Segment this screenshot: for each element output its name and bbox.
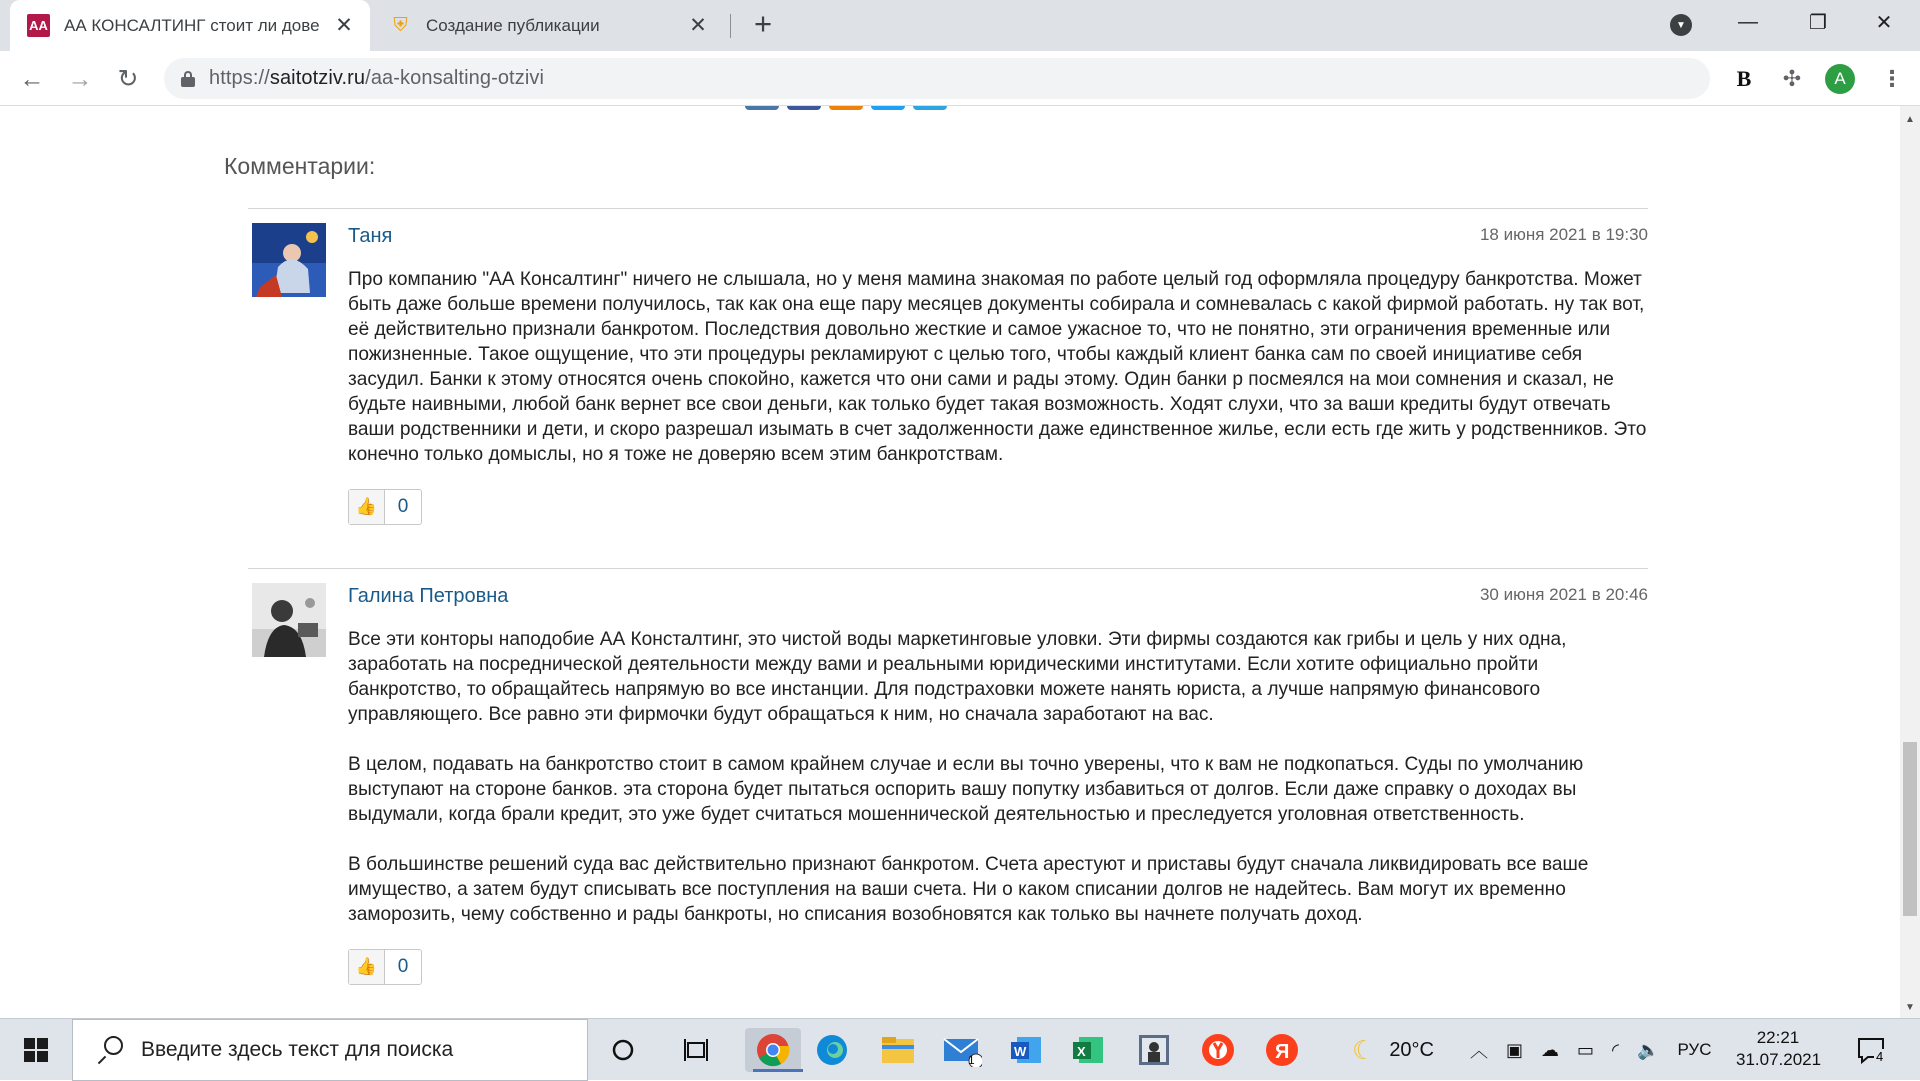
- svg-text:X: X: [1077, 1044, 1086, 1059]
- chevron-up-icon[interactable]: ︿: [1470, 1041, 1488, 1061]
- taskbar-search[interactable]: [72, 1019, 588, 1081]
- reload-button[interactable]: ↻: [117, 65, 139, 93]
- chrome-icon[interactable]: [745, 1028, 801, 1072]
- comment-body: [348, 267, 1648, 467]
- excel-icon[interactable]: [1066, 1028, 1110, 1072]
- comment-paragraph: В большинстве решений суда вас действительно признают банкротом. Счета арестуют и приставы будут сначала ликвидировать все ваше имущество, а затем будут списывать все поступления на ваши счета. Ни о каком списании долгов не надейтесь. Вам могут их временно заморозить, чему собственно и рады банкроты, но списания возобновятся как только вы начнете получать доход.: [348, 854, 1589, 925]
- clock-date: 31.07.2021: [1736, 1050, 1822, 1069]
- like-count: 0: [397, 956, 409, 977]
- word-icon[interactable]: [1004, 1028, 1048, 1072]
- page-scrollbar[interactable]: [1900, 106, 1920, 1018]
- moon-icon: ☾: [1352, 1034, 1376, 1065]
- svg-text:W: W: [1014, 1044, 1027, 1059]
- tab-aa-consulting[interactable]: [10, 0, 370, 51]
- tab-search-icon[interactable]: ▼: [1670, 14, 1692, 36]
- comment-date: 30 июня 2021 в 20:46: [1479, 585, 1648, 604]
- address-bar[interactable]: [164, 58, 1710, 99]
- extensions-icon[interactable]: ✣: [1782, 66, 1802, 91]
- mail-icon[interactable]: [940, 1028, 984, 1072]
- restore-button[interactable]: ❐: [1809, 11, 1827, 34]
- system-tray: [1470, 1019, 1711, 1081]
- comment-date: 18 июня 2021 в 19:30: [1479, 225, 1648, 244]
- share-button[interactable]: [745, 106, 779, 110]
- clock-time: 22:21: [1756, 1028, 1800, 1047]
- avatar: [252, 583, 326, 657]
- scroll-up-icon[interactable]: ▲: [1905, 113, 1915, 125]
- svg-text:Я: Я: [1275, 1041, 1290, 1063]
- notification-count: 4: [1876, 1049, 1884, 1064]
- page-viewport: [0, 106, 1900, 1018]
- thumbs-up-icon[interactable]: 👍: [349, 490, 385, 524]
- task-view-icon[interactable]: [674, 1028, 718, 1072]
- menu-icon[interactable]: ⋮: [1881, 66, 1903, 91]
- file-explorer-icon[interactable]: [876, 1028, 920, 1072]
- minimize-button[interactable]: —: [1738, 10, 1758, 33]
- yandex-browser-icon[interactable]: [1196, 1028, 1240, 1072]
- site-favicon: АА: [27, 14, 50, 37]
- scroll-down-icon[interactable]: ▼: [1905, 1001, 1915, 1013]
- comment: [248, 208, 1648, 568]
- like-count: 0: [397, 496, 409, 517]
- close-tab-icon[interactable]: ✕: [335, 14, 353, 37]
- tab-strip: [0, 0, 1920, 51]
- tab-create-publication[interactable]: [372, 0, 724, 51]
- comments-heading: Комментарии:: [224, 153, 376, 179]
- volume-icon[interactable]: 🔈: [1637, 1039, 1660, 1060]
- share-button[interactable]: [787, 106, 821, 110]
- mail-badge: 1: [968, 1053, 975, 1067]
- thumbs-up-icon[interactable]: 👍: [349, 950, 385, 984]
- tab-title: АА КОНСАЛТИНГ стоит ли дове: [64, 15, 320, 35]
- search-icon: [95, 1036, 123, 1064]
- edge-icon[interactable]: [810, 1028, 854, 1072]
- cortana-icon[interactable]: [601, 1028, 645, 1072]
- comment-paragraph: В целом, подавать на банкротство стоит в самом крайнем случае и если вы точно уверены, что к вам не подкопаться. Суды по умолчанию выступают на стороне банков. эта сторона будет пытаться оспорить вашу попутку избавиться от долгов. Если даже справку о доходах вы выдумали, когда брали кредит, это уже будет считаться мошеннической деятельностью и преследуется уголовная ответственность.: [348, 754, 1584, 825]
- battery-icon[interactable]: ▭: [1577, 1039, 1595, 1060]
- cloud-icon[interactable]: ☁: [1541, 1039, 1560, 1060]
- profile-avatar[interactable]: A: [1825, 64, 1855, 94]
- image-viewer-icon[interactable]: [1132, 1028, 1176, 1072]
- url-text[interactable]: https://saitotziv.ru/aa-konsalting-otzivi: [209, 67, 545, 89]
- bookmark-extension-icon[interactable]: B: [1736, 66, 1752, 91]
- avatar: [252, 223, 326, 297]
- tab-title: Создание публикации: [426, 15, 600, 35]
- tab-divider: [730, 14, 731, 38]
- forward-button[interactable]: →: [67, 64, 93, 93]
- share-button[interactable]: [829, 106, 863, 110]
- weather-temperature: 20°C: [1389, 1038, 1434, 1061]
- close-tab-icon[interactable]: ✕: [689, 14, 707, 37]
- comment-paragraph: Про компанию "АА Консалтинг" ничего не слышала, но у меня мамина знакомая по работе целый год оформляла процедуру банкротства. Может быть даже больше времени получилось, так как она еще пару месяцев документы собирала и сомневалась с какой фирмой работать. ну так вот, её действительно признали банкротом. Последствия довольно жесткие и самое ужасное то, что не понятно, эти ограничения временные или пожизненные. Такое ощущение, что эти процедуры рекламируют с целью того, чтобы каждый клиент банка сам по своей инициативе себя засудил. Банки к этому относятся очень спокойно, кажется что они сами и рады этому. Один банки р посмеялся на мои сомнения и сказал, не будьте наивными, любой банк вернет все свои деньги, как только будет такая возможность. Ходят слухи, что за ваши кредиты будут отвечать ваши родственники и дети, и скоро разрешал изымать в счет задолженности даже единственное жилье, если есть где жить у родственников. Это конечно только домыслы, но я тоже не доверяю всем этим банкротствам.: [348, 269, 1647, 465]
- new-tab-button[interactable]: +: [753, 6, 773, 41]
- scrollbar-thumb[interactable]: [1903, 742, 1917, 916]
- comment: [248, 568, 1648, 988]
- weather-widget[interactable]: [1352, 1019, 1434, 1081]
- like-widget: [348, 949, 422, 985]
- start-button[interactable]: [0, 1019, 72, 1081]
- back-button[interactable]: ←: [19, 64, 45, 93]
- windows-icon: [24, 1038, 48, 1062]
- comment-author[interactable]: Таня: [348, 225, 393, 247]
- language-indicator[interactable]: РУС: [1677, 1040, 1712, 1059]
- clock[interactable]: [1736, 1027, 1820, 1071]
- comment-body: [348, 627, 1648, 927]
- taskbar: [0, 1018, 1920, 1080]
- like-widget: [348, 489, 422, 525]
- active-indicator: [753, 1069, 803, 1072]
- search-placeholder: Введите здесь текст для поиска: [141, 1038, 454, 1061]
- lock-icon[interactable]: [181, 71, 195, 87]
- shield-icon: ⛨: [393, 14, 408, 36]
- share-button[interactable]: [913, 106, 947, 110]
- yandex-icon[interactable]: [1260, 1028, 1304, 1072]
- share-button[interactable]: [871, 106, 905, 110]
- browser-toolbar: [0, 51, 1920, 106]
- notifications-icon[interactable]: [1856, 1035, 1886, 1065]
- comment-paragraph: Все эти конторы наподобие АА Консталтинг, это чистой воды маркетинговые уловки. Эти фирмы создаются как грибы и цель у них одна, заработать на посреднической деятельности между вами и реальными юридическими институтами. Если хотите официально пройти банкротство, то обращайтесь напрямую во все инстанции. Для подстраховки можете нанять юриста, а лучше напрямую финансового управляющего. Все равно эти фирмочки будут обращаться к ним, но сначала заработают на вас.: [348, 629, 1567, 725]
- wifi-icon[interactable]: ◜: [1612, 1039, 1620, 1060]
- close-window-button[interactable]: ✕: [1875, 11, 1893, 34]
- meet-now-icon[interactable]: ▣: [1506, 1039, 1524, 1060]
- comment-author[interactable]: Галина Петровна: [348, 585, 509, 607]
